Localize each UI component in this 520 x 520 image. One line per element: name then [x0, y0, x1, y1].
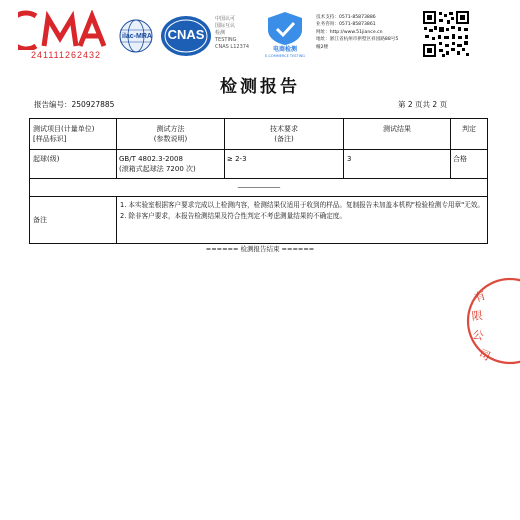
shield-check-icon — [258, 10, 312, 46]
table-rule — [30, 149, 487, 150]
row-method-line: (滚箱式起球法 7200 次) — [119, 165, 196, 173]
header-judgement: 判定 — [462, 125, 476, 133]
svg-text:有: 有 — [472, 288, 488, 305]
seal-circle-icon — [462, 276, 520, 366]
remarks-text — [120, 200, 484, 221]
remarks-line: 1. 本实验室根据客户要求完成以上检测内容，检测结果仅适用于收到的样品。复制报告未加盖本机构"检验检测专用章"无效。 — [120, 201, 484, 209]
row-method — [119, 154, 224, 174]
document-title: 检测报告 — [220, 77, 300, 97]
report-number: 报告编号：250927885 — [34, 100, 115, 109]
header-result: 测试结果 — [383, 125, 411, 133]
contact-line: 业务咨询：0571-85873861 — [316, 22, 376, 28]
header-item-line: [样品标识] — [33, 135, 67, 143]
row-requirement: ≥ 2-3 — [227, 155, 247, 163]
cnas-text: CNAS — [167, 27, 205, 42]
report-end-marker: ====== 检测报告结束 ====== — [205, 245, 315, 253]
ilac-text: ilac-MRA — [122, 33, 152, 40]
header-item — [33, 124, 115, 144]
svg-text:公: 公 — [471, 328, 485, 343]
contact-line: 网址：http://www.51jiance.cn — [316, 29, 383, 35]
row-method-line: GB/T 4802.3-2008 — [119, 155, 183, 163]
cnas-info-line: 检测 — [215, 30, 226, 36]
header-requirement-line: 技术要求 — [270, 125, 298, 133]
contact-info — [316, 14, 420, 51]
cnas-info-line: CNAS L12374 — [215, 44, 250, 50]
contact-line: 地址：浙江省杭州市拱墅区祥园路88号5 — [316, 37, 399, 43]
results-table — [29, 118, 488, 244]
row-separator: ——————— — [237, 183, 280, 191]
ecommerce-testing-logo — [258, 10, 312, 60]
table-rule — [116, 196, 117, 244]
cma-mark-icon — [18, 10, 114, 50]
cma-logo — [18, 10, 114, 68]
table-rule — [30, 196, 487, 197]
contact-line: 技术支持：0571-85873886 — [316, 15, 376, 20]
row-result: 3 — [347, 155, 352, 163]
header-method — [117, 124, 224, 144]
svg-text:限: 限 — [471, 309, 484, 323]
cma-number: 241111262432 — [30, 50, 102, 60]
remarks-label: 备注 — [33, 216, 47, 224]
cnas-info-line: 中国认可 — [215, 16, 236, 22]
header-method-line: (参数说明) — [153, 135, 188, 143]
ilac-mra-logo — [117, 18, 155, 54]
header-method-line: 测试方法 — [156, 125, 185, 133]
row-judgement: 合格 — [453, 155, 467, 163]
row-item: 起球(级) — [33, 155, 60, 163]
shield-subcaption: E-COMMERCE TESTING — [264, 54, 306, 58]
svg-text:司: 司 — [476, 346, 493, 364]
shield-caption: 电商检测 — [272, 46, 297, 53]
page-indicator: 第 2 页共 2 页 — [398, 100, 448, 109]
header-item-line: 测试项目(计量单位) — [33, 125, 95, 133]
table-rule — [30, 178, 487, 179]
header-requirement-line: (备注) — [274, 135, 294, 143]
qr-code-icon — [422, 10, 470, 58]
remarks-line: 2. 除非客户要求，本报告检测结果及符合性判定不考虑测量结果的不确定度。 — [120, 211, 346, 220]
cnas-logo — [160, 14, 212, 58]
contact-line: 幢2楼 — [316, 44, 329, 50]
cnas-info-line: TESTING — [215, 37, 237, 43]
cnas-info-line: 国际互认 — [215, 23, 236, 29]
company-seal-stamp — [462, 276, 520, 366]
header-requirement — [225, 124, 343, 144]
